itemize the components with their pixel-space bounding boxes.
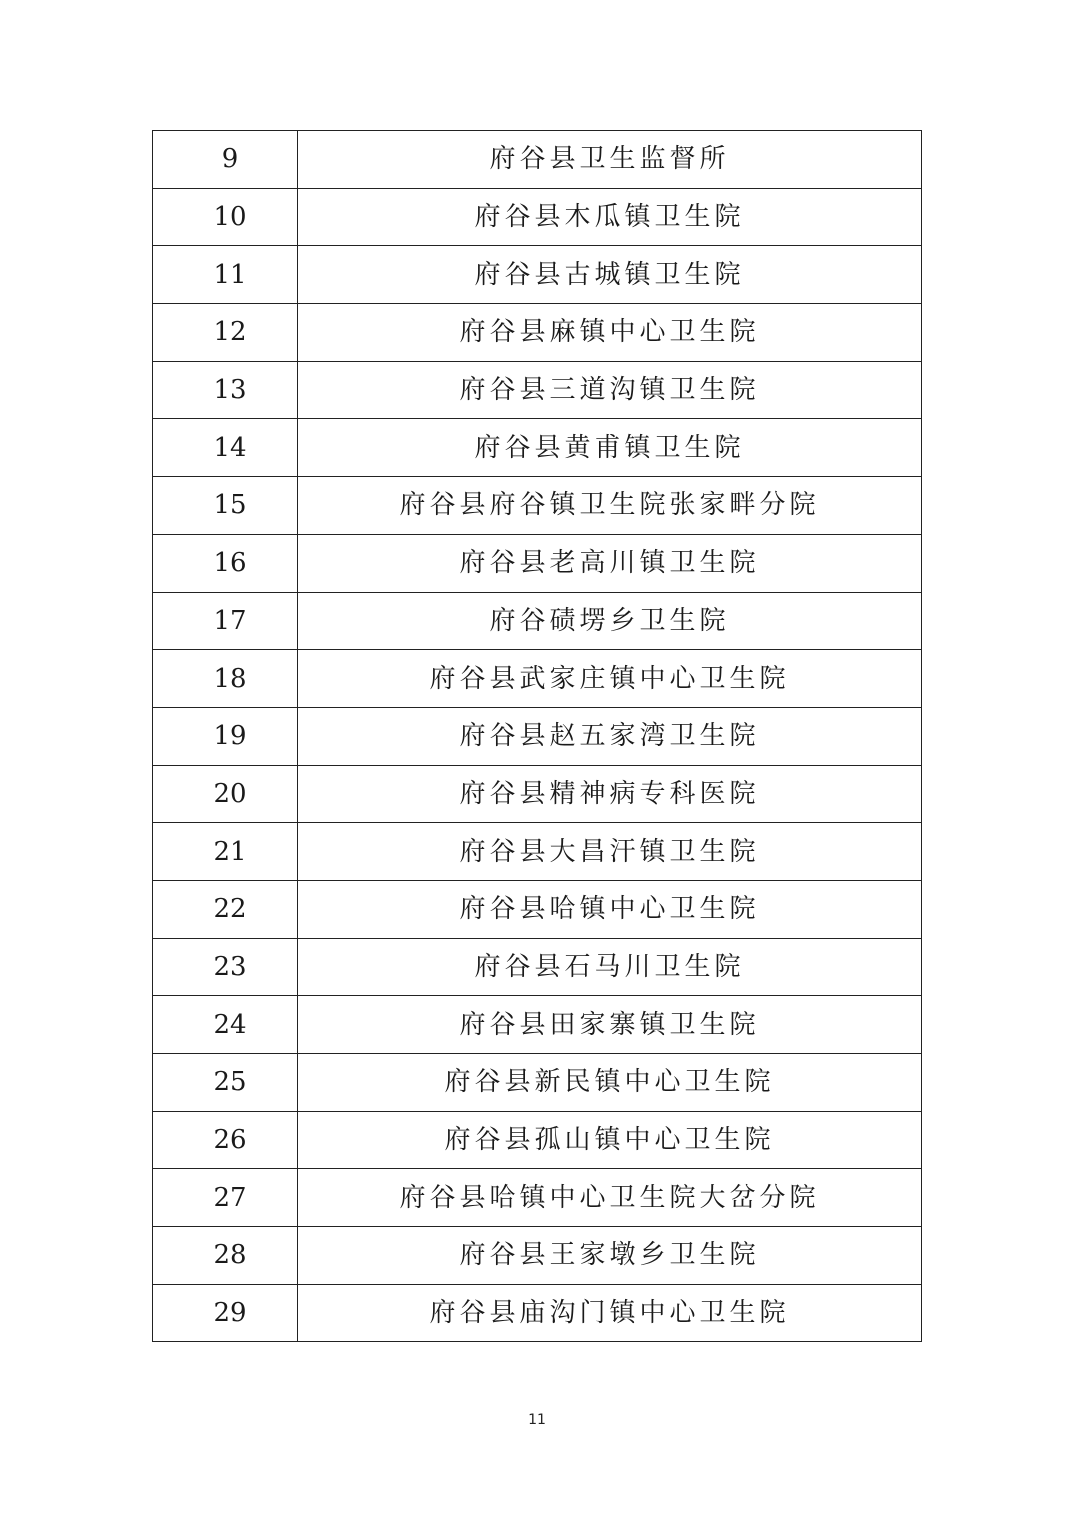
table-row xyxy=(153,650,922,708)
table-row xyxy=(153,1284,922,1342)
institution-name-cell: 府谷县木瓜镇卫生院 xyxy=(298,188,922,246)
row-number-cell: 13 xyxy=(153,361,298,419)
institution-name-cell: 府谷县田家寨镇卫生院 xyxy=(298,996,922,1054)
row-number-cell: 17 xyxy=(153,592,298,650)
table-row xyxy=(153,534,922,592)
row-number-cell: 12 xyxy=(153,304,298,362)
institution-name-cell: 府谷县新民镇中心卫生院 xyxy=(298,1054,922,1112)
row-number-cell: 26 xyxy=(153,1111,298,1169)
row-number-cell: 20 xyxy=(153,765,298,823)
institution-name-cell: 府谷县王家墩乡卫生院 xyxy=(298,1227,922,1285)
row-number-cell: 11 xyxy=(153,246,298,304)
institution-name-cell: 府谷县武家庄镇中心卫生院 xyxy=(298,650,922,708)
table-row xyxy=(153,592,922,650)
table-row xyxy=(153,1169,922,1227)
row-number-cell: 10 xyxy=(153,188,298,246)
institution-name-cell: 府谷县黄甫镇卫生院 xyxy=(298,419,922,477)
institution-name-cell: 府谷县麻镇中心卫生院 xyxy=(298,304,922,362)
institution-name-cell: 府谷县府谷镇卫生院张家畔分院 xyxy=(298,477,922,535)
table-row xyxy=(153,1054,922,1112)
row-number-cell: 22 xyxy=(153,880,298,938)
table-row xyxy=(153,880,922,938)
table-row xyxy=(153,1227,922,1285)
table-row xyxy=(153,765,922,823)
row-number-cell: 21 xyxy=(153,823,298,881)
institution-name-cell: 府谷县老高川镇卫生院 xyxy=(298,534,922,592)
institution-table xyxy=(152,130,922,1342)
institution-name-cell: 府谷县三道沟镇卫生院 xyxy=(298,361,922,419)
row-number-cell: 15 xyxy=(153,477,298,535)
table-row xyxy=(153,246,922,304)
table-row xyxy=(153,188,922,246)
row-number-cell: 29 xyxy=(153,1284,298,1342)
institution-name-cell: 府谷县哈镇中心卫生院 xyxy=(298,880,922,938)
table-row xyxy=(153,1111,922,1169)
table-row xyxy=(153,361,922,419)
row-number-cell: 18 xyxy=(153,650,298,708)
institution-name-cell: 府谷县精神病专科医院 xyxy=(298,765,922,823)
table-row xyxy=(153,419,922,477)
institution-name-cell: 府谷县古城镇卫生院 xyxy=(298,246,922,304)
table-row xyxy=(153,304,922,362)
institution-name-cell: 府谷县庙沟门镇中心卫生院 xyxy=(298,1284,922,1342)
institution-name-cell: 府谷县孤山镇中心卫生院 xyxy=(298,1111,922,1169)
row-number-cell: 25 xyxy=(153,1054,298,1112)
page-number: 11 xyxy=(528,1412,546,1428)
table-row xyxy=(153,823,922,881)
row-number-cell: 28 xyxy=(153,1227,298,1285)
table-row xyxy=(153,938,922,996)
row-number-cell: 9 xyxy=(153,131,298,189)
row-number-cell: 14 xyxy=(153,419,298,477)
table-row xyxy=(153,996,922,1054)
institution-name-cell: 府谷县大昌汗镇卫生院 xyxy=(298,823,922,881)
institution-name-cell: 府谷县哈镇中心卫生院大岔分院 xyxy=(298,1169,922,1227)
table-body xyxy=(153,131,922,1342)
row-number-cell: 23 xyxy=(153,938,298,996)
institution-name-cell: 府谷县石马川卫生院 xyxy=(298,938,922,996)
row-number-cell: 16 xyxy=(153,534,298,592)
table-row xyxy=(153,477,922,535)
institution-name-cell: 府谷县卫生监督所 xyxy=(298,131,922,189)
row-number-cell: 24 xyxy=(153,996,298,1054)
table-row xyxy=(153,707,922,765)
institution-name-cell: 府谷碛塄乡卫生院 xyxy=(298,592,922,650)
institution-name-cell: 府谷县赵五家湾卫生院 xyxy=(298,707,922,765)
row-number-cell: 27 xyxy=(153,1169,298,1227)
row-number-cell: 19 xyxy=(153,707,298,765)
table-row xyxy=(153,131,922,189)
